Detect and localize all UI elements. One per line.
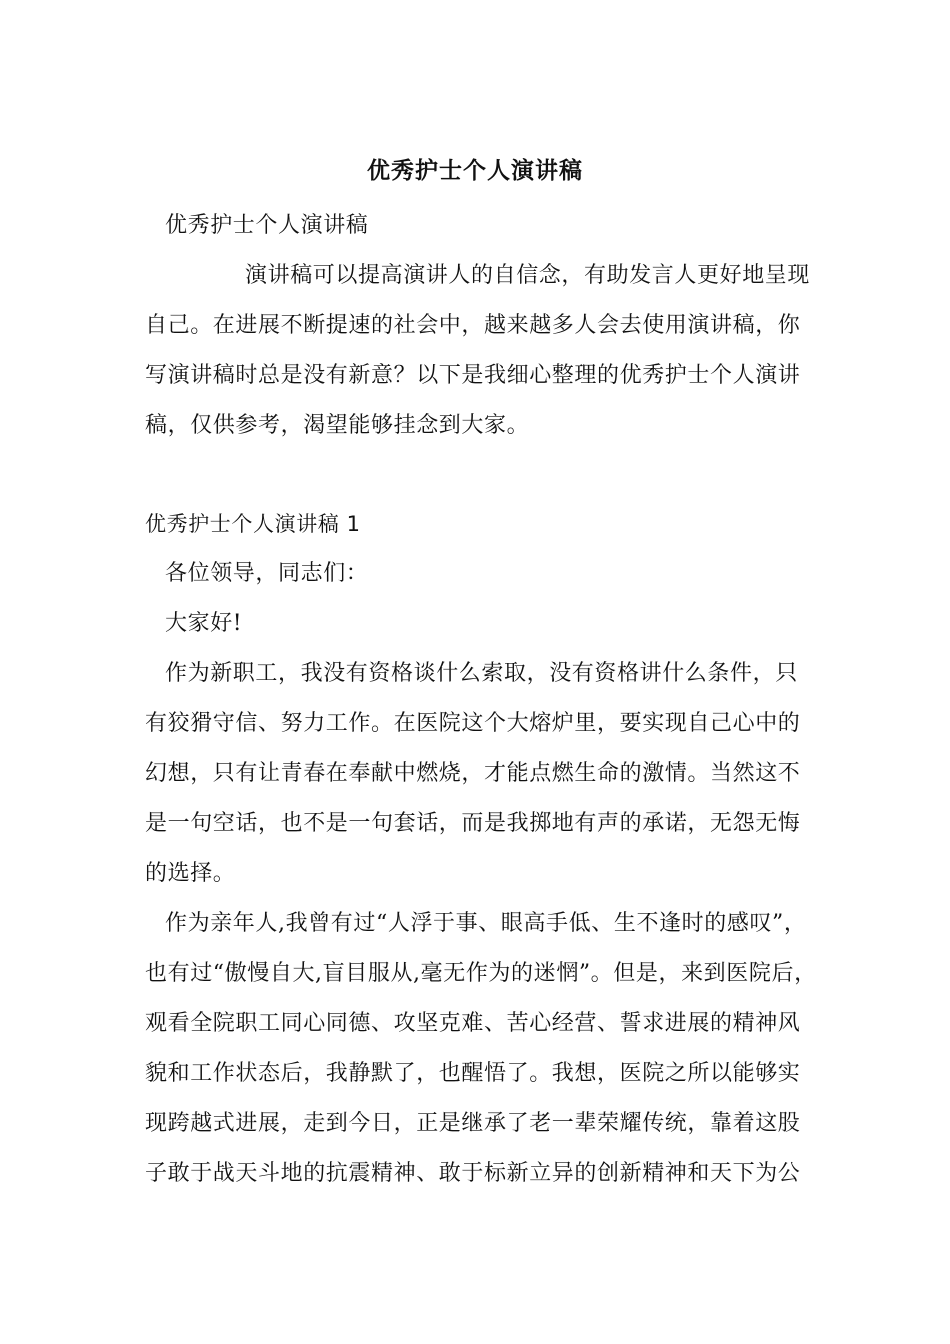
paragraph-line: 貌和工作状态后，我静默了，也醒悟了。我想，医院之所以能够实 xyxy=(145,1061,801,1086)
paragraph-line: 作为新职工，我没有资格谈什么索取，没有资格讲什么条件，只 xyxy=(165,661,798,686)
paragraph-line: 幻想，只有让青春在奉献中燃烧，才能点燃生命的激情。当然这不 xyxy=(145,761,801,786)
intro-line: 稿，仅供参考，渴望能够挂念到大家。 xyxy=(145,413,530,438)
paragraph-line: 的选择。 xyxy=(145,861,236,886)
greeting: 各位领导，同志们： xyxy=(165,561,369,586)
intro-line: 自己。在进展不断提速的社会中，越来越多人会去使用演讲稿，你 xyxy=(145,313,801,338)
intro-line: 演讲稿可以提高演讲人的自信念，有助发言人更好地呈现 xyxy=(245,263,811,288)
paragraph-line: 有狡猾守信、努力工作。在医院这个大熔炉里，要实现自己心中的 xyxy=(145,711,801,736)
section-heading: 优秀护士个人演讲稿 1 xyxy=(145,512,361,536)
paragraph-line: 观看全院职工同心同德、攻坚克难、苦心经营、誓求进展的精神风 xyxy=(145,1011,801,1036)
document-subtitle: 优秀护士个人演讲稿 xyxy=(165,213,369,238)
paragraph-line: 现跨越式进展，走到今日，正是继承了老一辈荣耀传统，靠着这股 xyxy=(145,1111,801,1136)
paragraph-line: 也有过“傲慢自大,盲目服从,毫无作为的迷惘”。但是，来到医院后， xyxy=(145,961,817,986)
paragraph-line: 子敢于战天斗地的抗震精神、敢于标新立异的创新精神和天下为公 xyxy=(145,1161,801,1186)
salutation: 大家好! xyxy=(165,611,243,636)
paragraph-line: 作为亲年人,我曾有过“人浮于事、眼高手低、生不逢时的感叹”， xyxy=(165,911,807,936)
intro-line: 写演讲稿时总是没有新意？以下是我细心整理的优秀护士个人演讲 xyxy=(145,363,801,388)
paragraph-line: 是一句空话，也不是一句套话，而是我掷地有声的承诺，无怨无悔 xyxy=(145,811,801,836)
document-title: 优秀护士个人演讲稿 xyxy=(367,158,583,184)
